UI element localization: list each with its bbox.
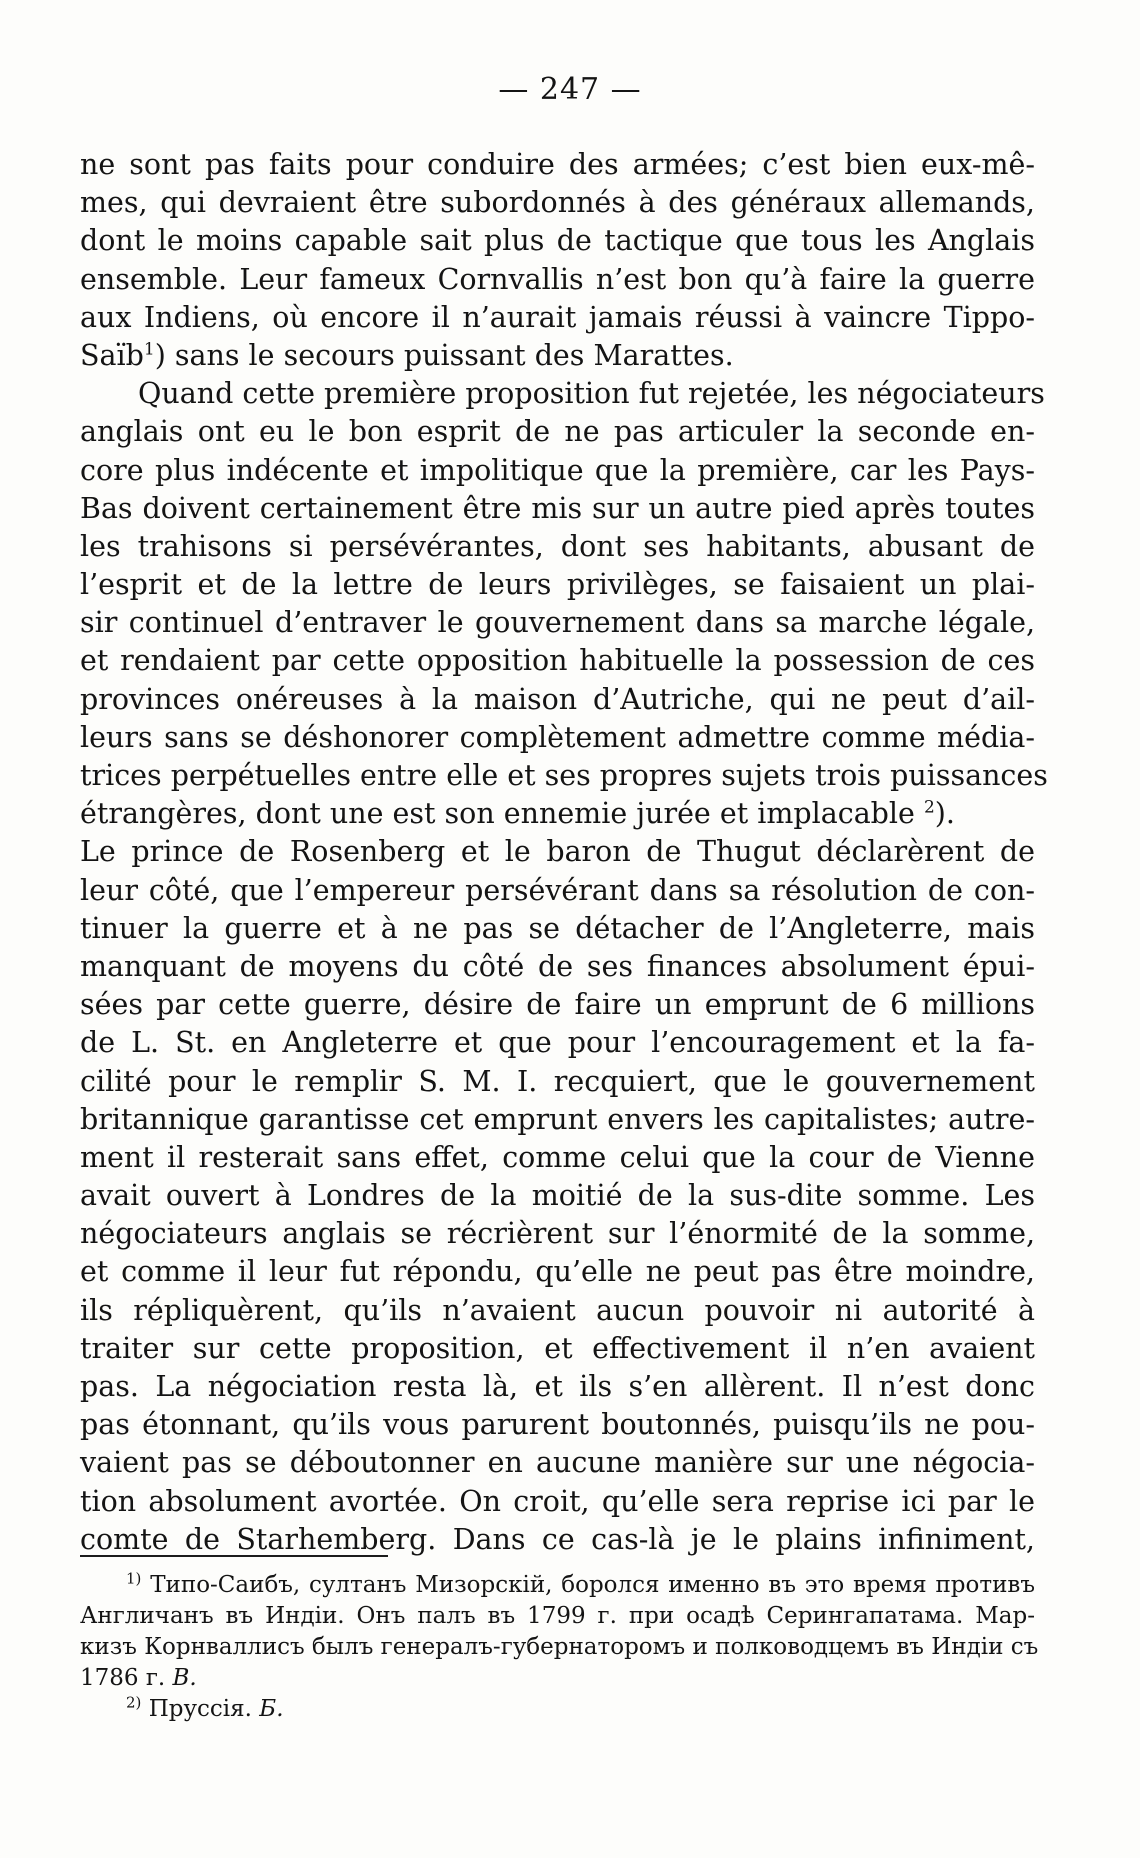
footnote-2	[80, 1694, 1035, 1725]
text-fragment: étrangères, dont une est son ennemie jurée et implacable	[80, 797, 915, 831]
text-fragment: sans le secours puissant des Marattes.	[174, 338, 734, 372]
footnote-ref-2: 2	[923, 797, 935, 818]
text-line: négociateurs anglais se récrièrent sur l’énormité de la somme,	[80, 1217, 1035, 1251]
text-line: sir continuel d’entraver le gouvernement dans sa marche légale,	[80, 606, 1035, 640]
text-line: tion absolument avortée. On croit, qu’elle sera reprise ici par le	[80, 1484, 1035, 1518]
text-line: leur côté, que l’empereur persévérant dans sa résolution de con-	[80, 873, 1035, 907]
text-line: aux Indiens, où encore il n’aurait jamais réussi à vaincre Tippo-	[80, 300, 1035, 334]
text-line: anglais ont eu le bon esprit de ne pas articuler la seconde en-	[80, 415, 1035, 449]
footnote-ref-1: 1	[143, 339, 155, 360]
text-line: pas. La négociation resta là, et ils s’en allèrent. Il n’est donc	[80, 1370, 1035, 1403]
text-line: cilité pour le remplir S. M. I. recquiert, que le gouvernement	[80, 1064, 1035, 1098]
text-line: Saïb$^1$) sans le secours puissant des Marattes.	[80, 338, 734, 372]
footnote-marker-2: 2)	[126, 1693, 142, 1712]
text-line: Le prince de Rosenberg et le baron de Thugut déclarèrent de	[80, 835, 1035, 869]
footnote-1	[80, 1570, 1035, 1601]
text-line: manquant de moyens du côté de ses finances absolument épui-	[80, 949, 1035, 983]
text-line: étrangères, dont une est son ennemie jurée et implacable $^2$).	[80, 797, 955, 831]
editor-signature: Б.	[259, 1696, 284, 1722]
footnote-text: 1786 г.	[80, 1665, 166, 1691]
text-line: leurs sans se déshonorer complètement admettre comme média-	[80, 720, 1035, 754]
footnotes	[80, 1569, 1039, 1725]
text-line: ment il resterait sans effet, comme celui que la cour de Vienne	[80, 1140, 1035, 1174]
footnote-text: Типо-Саибъ, султанъ Мизорскій, боролся именно въ это время противъ	[150, 1572, 1035, 1598]
text-line: comte de Starhemberg. Dans ce cas-là je le plains infiniment,	[80, 1522, 1035, 1556]
text-line: dont le moins capable sait plus de tactique que tous les Anglais	[80, 224, 1035, 258]
text-line: et rendaient par cette opposition habituelle la possession de ces	[80, 644, 1035, 678]
footnote-marker-1: 1)	[126, 1569, 142, 1588]
text-line: ils répliquèrent, qu’ils n’avaient aucun pouvoir ni autorité à	[80, 1293, 1035, 1327]
footnote-line	[80, 1663, 1035, 1694]
text-line: l’esprit et de la lettre de leurs privilèges, se faisaient un plai-	[80, 568, 1035, 602]
text-line: tinuer la guerre et à ne pas se détacher de l’Angleterre, mais	[80, 911, 1035, 945]
text-fragment: .	[945, 797, 955, 831]
editor-signature: В.	[172, 1665, 197, 1691]
text-line: pas étonnant, qu’ils vous parurent boutonnés, puisqu’ils ne pou-	[80, 1408, 1035, 1442]
text-line: ne sont pas faits pour conduire des armées; c’est bien eux-mê-	[80, 148, 1035, 181]
footnote-line: кизъ Корнваллисъ былъ генералъ-губернаторомъ и полководцемъ въ Индіи съ	[80, 1634, 1039, 1660]
text-line: britannique garantisse cet emprunt envers les capitalistes; autre-	[80, 1102, 1035, 1136]
footnote-text: Пруссія.	[148, 1696, 252, 1722]
text-line: Bas doivent certainement être mis sur un autre pied après toutes	[80, 491, 1035, 525]
paragraph-start: Quand cette première proposition fut rejetée, les négociateurs	[138, 377, 1045, 411]
text-line: de L. St. en Angleterre et que pour l’encouragement et la fa-	[80, 1026, 1035, 1060]
text-line: traiter sur cette proposition, et effectivement il n’en avaient	[80, 1331, 1035, 1365]
footnote-line: Англичанъ въ Индіи. Онъ палъ въ 1799 г. при осадѣ Серингапатама. Мар-	[80, 1603, 1035, 1629]
text-line: avait ouvert à Londres de la moitié de la sus-dite somme. Les	[80, 1179, 1035, 1213]
text-line: et comme il leur fut répondu, qu’elle ne peut pas être moindre,	[80, 1255, 1035, 1289]
text-line: sées par cette guerre, désire de faire un emprunt de 6 millions	[80, 988, 1035, 1022]
main-text	[80, 146, 1048, 1559]
text-line: provinces onéreuses à la maison d’Autriche, qui ne peut d’ail-	[80, 682, 1035, 716]
text-line: core plus indécente et impolitique que la première, car les Pays-	[80, 453, 1035, 487]
text-line: ensemble. Leur fameux Cornvallis n’est bon qu’à faire la guerre	[80, 262, 1035, 296]
text-line: trices perpétuelles entre elle et ses propres sujets trois puissances	[80, 759, 1048, 792]
page-number: — 247 —	[498, 72, 642, 107]
text-line: vaient pas se déboutonner en aucune manière sur une négocia-	[80, 1446, 1035, 1480]
footnote-divider	[80, 1555, 388, 1557]
text-line: les trahisons si persévérantes, dont ses habitants, abusant de	[80, 529, 1035, 563]
text-fragment: Saïb	[80, 338, 144, 372]
text-line: mes, qui devraient être subordonnés à des généraux allemands,	[80, 186, 1035, 220]
